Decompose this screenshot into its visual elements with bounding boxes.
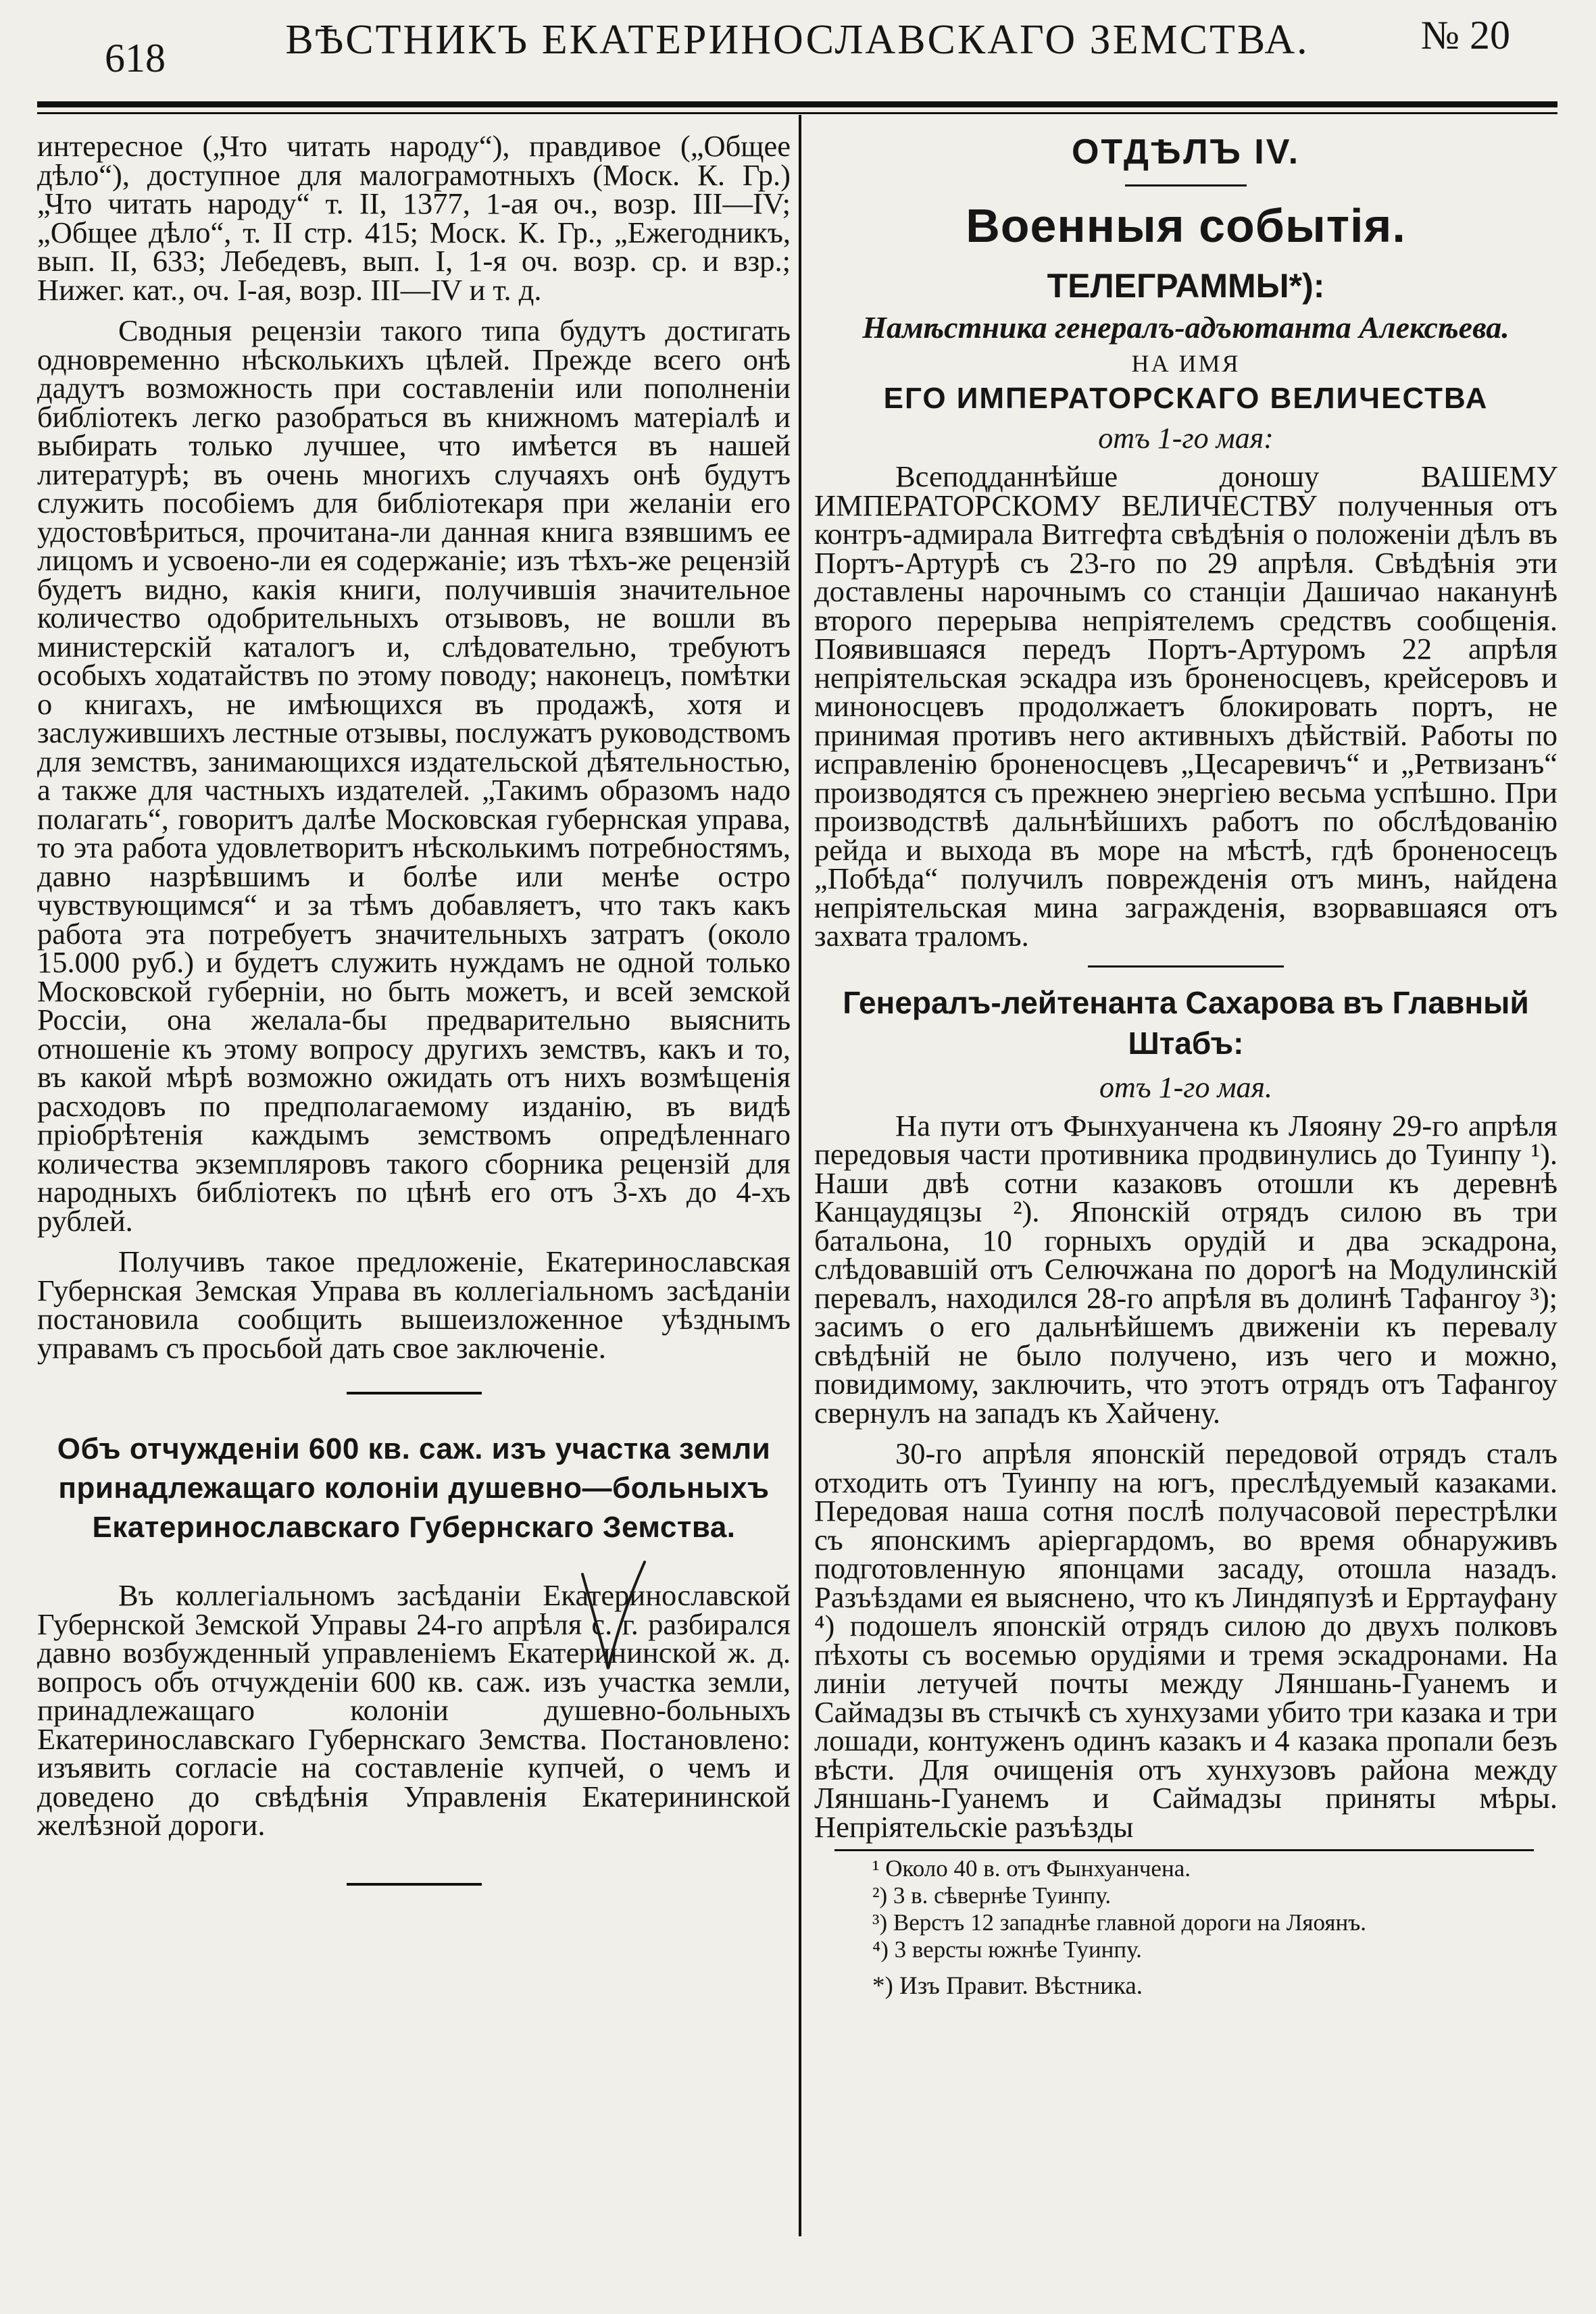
footnote-4: ⁴) 3 версты южнѣе Туинпу.: [872, 1936, 1142, 1963]
telegrams-title: ТЕЛЕГРАММЫ*):: [1047, 267, 1325, 305]
journal-title: ВѢСТНИКЪ ЕКАТЕРИНОСЛАВСКАГО ЗЕМСТВА.: [285, 17, 1310, 63]
page-header: [37, 5, 1557, 83]
left-paragraph-3: Получивъ такое предложеніе, Екатеринославская Губернская Земская Управа въ коллегіальномъ засѣданіи постановила сообщить вышеизложенное уѣзднымъ управамъ съ просьбой дать свое заключеніе.: [37, 1244, 791, 1365]
telegram2-paragraph-1: На пути отъ Фынхуанчена къ Ляояну 29-го апрѣля передовыя части противника продвинулись до Туинпу ¹). Наши двѣ сотни казаковъ отошли къ деревнѣ Канцаудяцзы ²). Японскій отрядъ силою въ три батальона, 10 горныхъ орудій и два эскадрона, слѣдовавшій отъ Селючжана по дорогѣ на Модулинскій перевалъ, находился 28-го апрѣля въ долинѣ Тафангоу ³); засимъ о его дальнѣйшемъ движеніи къ перевалу свѣдѣній не было получено, изъ чего и можно, повидимому, заключить, что этотъ отрядъ отъ Тафангоу свернулъ на западъ къ Хайчену.: [814, 1108, 1557, 1430]
left-column: [37, 129, 791, 1906]
right-column: [814, 132, 1557, 2001]
telegram2-paragraph-2: 30-го апрѣля японскій передовой отрядъ сталъ отходить отъ Туинпу на югъ, преслѣдуемый казаками. Передовая наша сотня послѣ получасовой перестрѣлки съ японскимъ аріергардомъ, во время обнаруживъ подготовленную японцами засаду, отошла назадъ. Разъѣздами ея выяснено, что къ Линдяпузѣ и Ерртауфану ⁴) подошелъ японскій отрядъ силою до двухъ полковъ пѣхоты съ восемью орудіями и тремя эскадронами. На линіи летучей почты между Ляншань-Гуанемъ и Саймадзы въ стычкѣ съ хунхузами убито три казака и три лошади, контуженъ одинъ казакъ и 4 казака пропали безъ вѣсти. Для очищенія отъ хунхузовъ района между Ляншань-Гуанемъ и Саймадзы приняты мѣры. Непріятельскіе разъѣзды: [814, 1436, 1557, 1844]
telegram-divider-rule: [1088, 965, 1284, 967]
telegram1-body: Всеподданнѣйше доношу ВАШЕМУ ИМПЕРАТОРСКОМУ ВЕЛИЧЕСТВУ полученныя отъ контръ-адмирала Витгефта свѣдѣнія о положеніи дѣлъ въ Портъ-Артурѣ съ 23-го по 29 апрѣля. Свѣдѣнія эти доставлены нарочнымъ со станціи Дашичао наканунѣ второго перерыва непріятелемъ средствъ сообщенія. Появившаяся передъ Портъ-Артуромъ 22 апрѣля непріятельская эскадра изъ броненосцевъ, крейсеровъ и миноносцевъ продолжаетъ блокировать портъ, не принимая противъ него активныхъ дѣйствій. Работы по исправленію броненосцевъ „Цесаревичъ“ и „Ретвизанъ“ производятся съ прежнею энергіею весьма успѣшно. При производствѣ дальнѣйшихъ работъ по обслѣдованію рейда и выхода въ море на мѣстѣ, гдѣ броненосецъ „Побѣда“ получилъ поврежденія отъ минъ, найдена непріятельская мина загражденія, взорвавшаяся отъ захвата траломъ.: [814, 459, 1557, 953]
telegram2-date: отъ 1-го мая.: [1099, 1070, 1272, 1104]
section-title: ОТДѢЛЪ IV.: [1071, 132, 1301, 172]
section-subtitle: Военныя событія.: [966, 199, 1406, 252]
handwritten-check-mark: [580, 1561, 647, 1676]
page-number: 618: [105, 36, 166, 80]
left-paragraph-1: интересное („Что читать народу“), правдивое („Общее дѣло“), доступное для малограмотныхъ (Моск. К. Гр.) „Что читать народу“ т. II, 1377, 1-ая оч., возр. III—IV; „Общее дѣло“, т. II стр. 415; Моск. К. Гр., „Ежегодникъ, вып. II, 633; Лебедевъ, вып. I, 1-я оч. возр. ср. и взр.; Нижег. кат., оч. I-ая, возр. III—IV и т. д.: [37, 129, 791, 307]
column-divider: [799, 115, 801, 2236]
footnote-1: ¹ Около 40 в. отъ Фынхуанчена.: [872, 1855, 1191, 1882]
issue-number: № 20: [1420, 13, 1510, 57]
footnote-2: ²) 3 в. сѣвернѣе Туинпу.: [872, 1882, 1112, 1909]
footnote-source: *) Изъ Правит. Вѣстника.: [872, 1972, 1143, 2000]
left-paragraph-2: Сводныя рецензіи такого типа будутъ достигать одновременно нѣсколькихъ цѣлей. Прежде всего онѣ дадутъ возможность при составленіи или пополненіи библіотекъ легко разобраться въ книжномъ матеріалѣ и выбирать только лучшее, что имѣется въ нашей литературѣ; въ очень многихъ случаяхъ онѣ будутъ служить пособіемъ для библіотекаря при желаніи его удостовѣриться, прочитана-ли данная книга взявшимъ ее лицомъ и усвоено-ли ея содержаніе; изъ тѣхъ-же рецензій будетъ видно, какія книги, получившія значительное количество одобрительныхъ отзывовъ, не вошли въ министерскій каталогъ и, слѣдовательно, требуютъ особыхъ ходатайствъ по этому поводу; наконецъ, помѣтки о книгахъ, не имѣющихся въ продажѣ, хотя и заслужившихъ лестные отзывы, послужатъ руководствомъ для земствъ, занимающихся издательской дѣятельностью, а также для частныхъ издателей. „Такимъ образомъ надо полагать“, говоритъ далѣе Московская губернская управа, то эта работа удовлетворитъ нѣсколькимъ потребностямъ, давно назрѣвшимъ и болѣе или менѣе остро чувствующимся“ и за тѣмъ добавляетъ, что такъ какъ работа эта потребуетъ значительныхъ затратъ (около 15.000 руб.) и будетъ служить нуждамъ не одной только Московской губерніи, но быть можетъ, и всей земской Россіи, она желала-бы предварительно выяснить отношеніе къ этому вопросу другихъ земствъ, какъ и то, въ какой мѣрѣ возможно ожидать отъ нихъ возмѣщенія расходовъ по предполагаемому изданію, въ видѣ пріобрѣтенія каждымъ земствомъ опредѣленнаго количества экземпляровъ такого сборника рецензій для народныхъ библіотекъ по цѣнѣ его отъ 3-хъ до 4-хъ рублей.: [37, 313, 791, 1238]
footnotes: [834, 1849, 1534, 2001]
telegram1-date: отъ 1-го мая:: [1098, 422, 1274, 455]
header-rule-thick: [37, 101, 1557, 107]
header-rule-thin: [37, 112, 1557, 114]
telegram1-to-label: НА ИМЯ: [1131, 350, 1241, 377]
notice-body: Въ коллегіальномъ засѣданіи Екатеринославской Губернской Земской Управы 24-го апрѣля с. г. разбирался давно возбужденный управленіемъ Екатерининской ж. д. вопросъ объ отчужденіи 600 кв. саж. изъ участка земли, принадлежащаго колоніи душевно-больныхъ Екатеринославскаго Губернскаго Земства. Постановлено: изъявить согласіе на составленіе купчей, о чемъ и доведено до свѣдѣнія Управленія Екатерининской желѣзной дороги.: [37, 1578, 791, 1842]
telegram2-title: Генералъ-лейтенанта Сахарова въ Главный Штабъ:: [843, 984, 1529, 1061]
notice-title: Объ отчужденіи 600 кв. саж. изъ участка земли принадлежащаго колоніи душевно—больныхъ Екатеринославскаго Губернскаго Земства.: [57, 1432, 771, 1544]
telegram1-sender: Намѣстника генералъ-адъютанта Алексѣева.: [862, 310, 1510, 345]
footnote-3: ³) Верстъ 12 западнѣе главной дороги на Ляоянъ.: [872, 1909, 1367, 1936]
end-rule: [347, 1883, 482, 1886]
section-divider-rule: [347, 1392, 482, 1394]
section-title-rule: [1125, 184, 1247, 186]
telegram1-recipient: ЕГО ИМПЕРАТОРСКАГО ВЕЛИЧЕСТВА: [883, 382, 1489, 415]
